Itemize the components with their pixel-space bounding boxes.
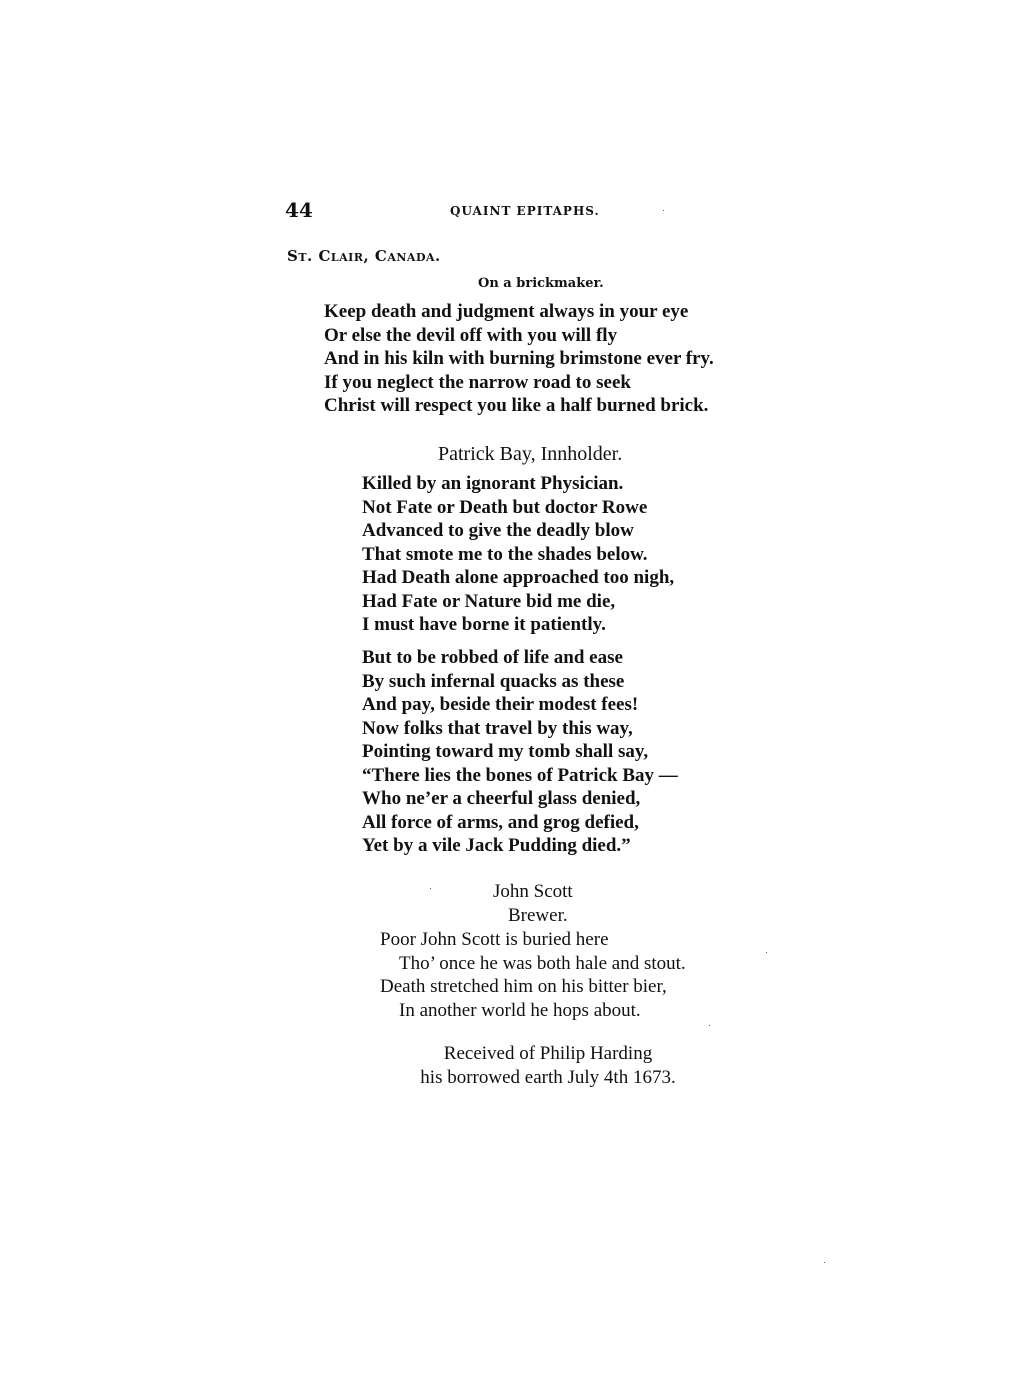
verse-line: Killed by an ignorant Physician. <box>362 473 624 494</box>
verse-line: Yet by a vile Jack Pudding died.” <box>362 835 631 856</box>
verse-line: Had Fate or Nature bid me die, <box>362 590 616 612</box>
verse-line: Received of Philip Harding <box>443 1043 653 1064</box>
verse-line: Pointing toward my tomb shall say, <box>362 741 649 762</box>
verse-line: If you neglect the narrow road to seek <box>324 371 631 393</box>
verse-line: Poor John Scott is buried here <box>380 929 609 950</box>
epitaph-philip-harding <box>398 1042 698 1090</box>
print-speck <box>663 210 664 211</box>
verse-line: And in his kiln with burning brimstone ever fry. <box>324 348 714 369</box>
print-speck <box>824 1262 825 1263</box>
epitaph-brickmaker <box>324 300 714 418</box>
running-head: QUAINT EPITAPHS. <box>450 204 600 218</box>
verse-line: By such infernal quacks as these <box>362 670 625 692</box>
print-speck <box>766 952 767 953</box>
verse-line: Not Fate or Death but doctor Rowe <box>362 496 648 518</box>
verse-line: That smote me to the shades below. <box>362 543 648 565</box>
verse-line: And pay, beside their modest fees! <box>362 694 639 715</box>
verse-line: Tho’ once he was both hale and stout. <box>399 952 686 974</box>
verse-line: Now folks that travel by this way, <box>362 717 633 739</box>
epitaph-title-john-scott: John Scott <box>493 881 573 902</box>
verse-line: In another world he hops about. <box>399 999 641 1021</box>
section-heading: St. Clair, Canada. <box>287 247 441 265</box>
verse-line: Death stretched him on his bitter bier, <box>380 976 667 997</box>
verse-line: I must have borne it patiently. <box>362 614 606 635</box>
verse-line: Advanced to give the deadly blow <box>362 520 634 541</box>
verse-line: Who ne’er a cheerful glass denied, <box>362 788 641 809</box>
epitaph-patrick-bay-stanza-2 <box>362 646 678 858</box>
print-speck <box>430 888 431 889</box>
verse-line: Christ will respect you like a half burned brick. <box>324 395 709 416</box>
epitaph-patrick-bay-stanza-1 <box>362 472 674 637</box>
verse-line: his borrowed earth July 4th 1673. <box>420 1067 676 1088</box>
verse-line: “There lies the bones of Patrick Bay — <box>362 764 678 786</box>
verse-line: But to be robbed of life and ease <box>362 647 623 668</box>
verse-line: Or else the devil off with you will fly <box>324 324 618 346</box>
verse-line: Keep death and judgment always in your eye <box>324 301 689 322</box>
epitaph-subheading: On a brickmaker. <box>478 276 604 291</box>
page-number: 44 <box>285 198 313 222</box>
epitaph-occupation: Brewer. <box>508 905 568 926</box>
epitaph-john-scott <box>380 928 686 1022</box>
print-speck <box>709 1025 710 1026</box>
verse-line: All force of arms, and grog defied, <box>362 811 639 833</box>
epitaph-title-patrick-bay: Patrick Bay, Innholder. <box>438 443 623 465</box>
verse-line: Had Death alone approached too nigh, <box>362 567 675 588</box>
